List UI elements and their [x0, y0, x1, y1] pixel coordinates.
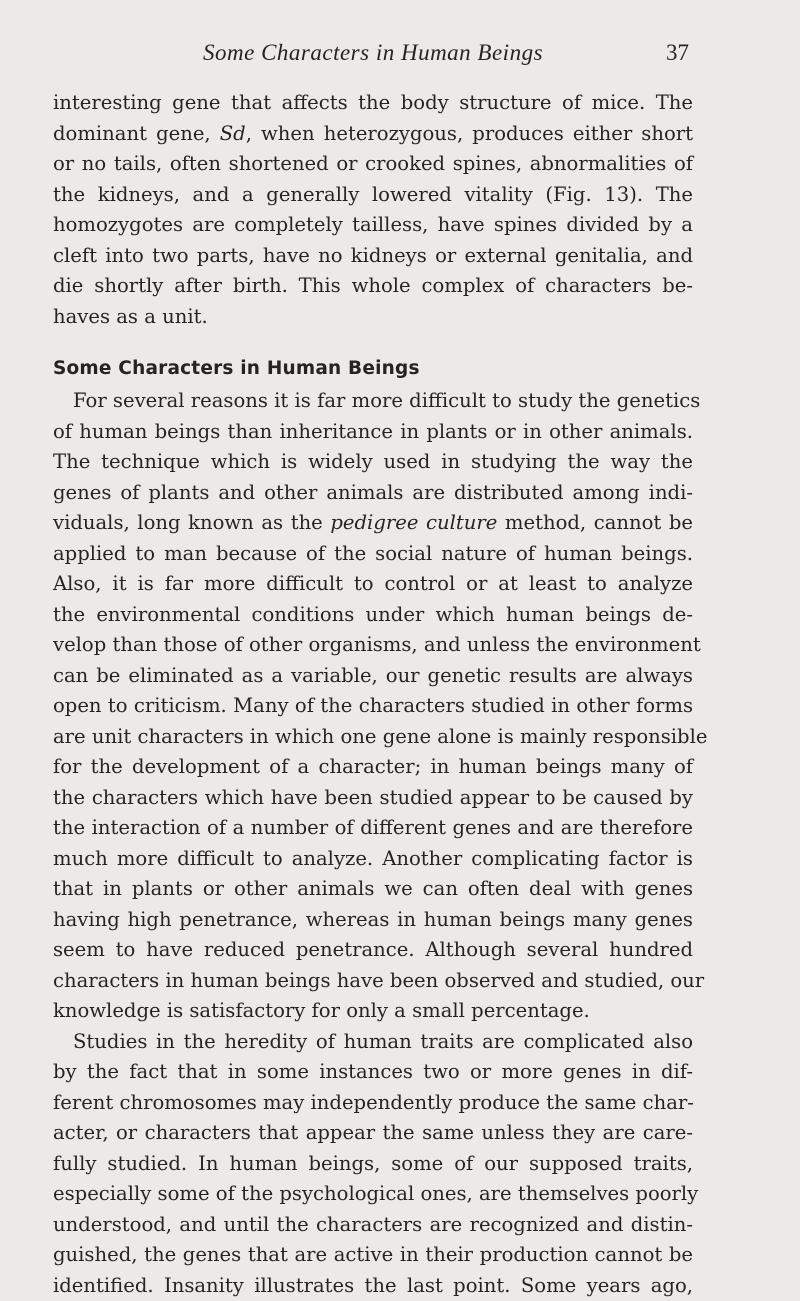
text-line: Also, it is far more difficult to control or at least to analyze — [53, 569, 693, 600]
text-line: understood, and until the characters are recognized and distin- — [53, 1210, 693, 1241]
paragraph-1 — [53, 386, 693, 1027]
paragraph-2 — [53, 1027, 693, 1301]
text-line: ferent chromosomes may independently produce the same char- — [53, 1088, 693, 1119]
text-line: fully studied. In human beings, some of our supposed traits, — [53, 1149, 693, 1180]
text-line: of human beings than inheritance in plants or in other animals. — [53, 417, 693, 448]
text-line: that in plants or other animals we can often deal with genes — [53, 874, 693, 905]
text-line: cleft into two parts, have no kidneys or external genitalia, and — [53, 241, 693, 272]
text-line: identified. Insanity illustrates the last point. Some years ago, — [53, 1271, 693, 1301]
text-line: velop than those of other organisms, and unless the environment — [53, 630, 693, 661]
text-line: For several reasons it is far more difficult to study the genetics — [53, 386, 693, 417]
text-line: seem to have reduced penetrance. Although several hundred — [53, 935, 693, 966]
text-line: much more difficult to analyze. Another complicating factor is — [53, 844, 693, 875]
text-line: haves as a unit. — [53, 302, 693, 333]
page-number: 37 — [666, 40, 689, 66]
text-line: die shortly after birth. This whole complex of characters be- — [53, 271, 693, 302]
text-line: having high penetrance, whereas in human beings many genes — [53, 905, 693, 936]
intro-paragraph — [53, 88, 693, 332]
text-line: The technique which is widely used in studying the way the — [53, 447, 693, 478]
section-heading: Some Characters in Human Beings — [53, 352, 693, 386]
text-line: guished, the genes that are active in their production cannot be — [53, 1240, 693, 1271]
running-head — [0, 40, 800, 74]
text-line: by the fact that in some instances two or more genes in dif- — [53, 1057, 693, 1088]
running-head-title: Some Characters in Human Beings — [203, 40, 543, 66]
text-line: the characters which have been studied appear to be caused by — [53, 783, 693, 814]
text-line: homozygotes are completely tailless, have spines divided by a — [53, 210, 693, 241]
text-line: interesting gene that affects the body structure of mice. The — [53, 88, 693, 119]
text-line: the kidneys, and a generally lowered vitality (Fig. 13). The — [53, 180, 693, 211]
text-line: knowledge is satisfactory for only a small percentage. — [53, 996, 693, 1027]
text-line: applied to man because of the social nature of human beings. — [53, 539, 693, 570]
text-line: or no tails, often shortened or crooked spines, abnormalities of — [53, 149, 693, 180]
body-text — [53, 88, 693, 1301]
text-line: genes of plants and other animals are distributed among indi- — [53, 478, 693, 509]
text-line: are unit characters in which one gene alone is mainly responsible — [53, 722, 693, 753]
text-line: for the development of a character; in human beings many of — [53, 752, 693, 783]
text-line: open to criticism. Many of the characters studied in other forms — [53, 691, 693, 722]
text-line: the interaction of a number of different genes and are therefore — [53, 813, 693, 844]
text-line: the environmental conditions under which human beings de- — [53, 600, 693, 631]
text-line: dominant gene, Sd, when heterozygous, produces either short — [53, 119, 693, 150]
text-line: especially some of the psychological ones, are themselves poorly — [53, 1179, 693, 1210]
text-line: characters in human beings have been observed and studied, our — [53, 966, 693, 997]
text-line: acter, or characters that appear the same unless they are care- — [53, 1118, 693, 1149]
text-line: Studies in the heredity of human traits are complicated also — [53, 1027, 693, 1058]
text-line: viduals, long known as the pedigree culture method, cannot be — [53, 508, 693, 539]
text-line: can be eliminated as a variable, our genetic results are always — [53, 661, 693, 692]
